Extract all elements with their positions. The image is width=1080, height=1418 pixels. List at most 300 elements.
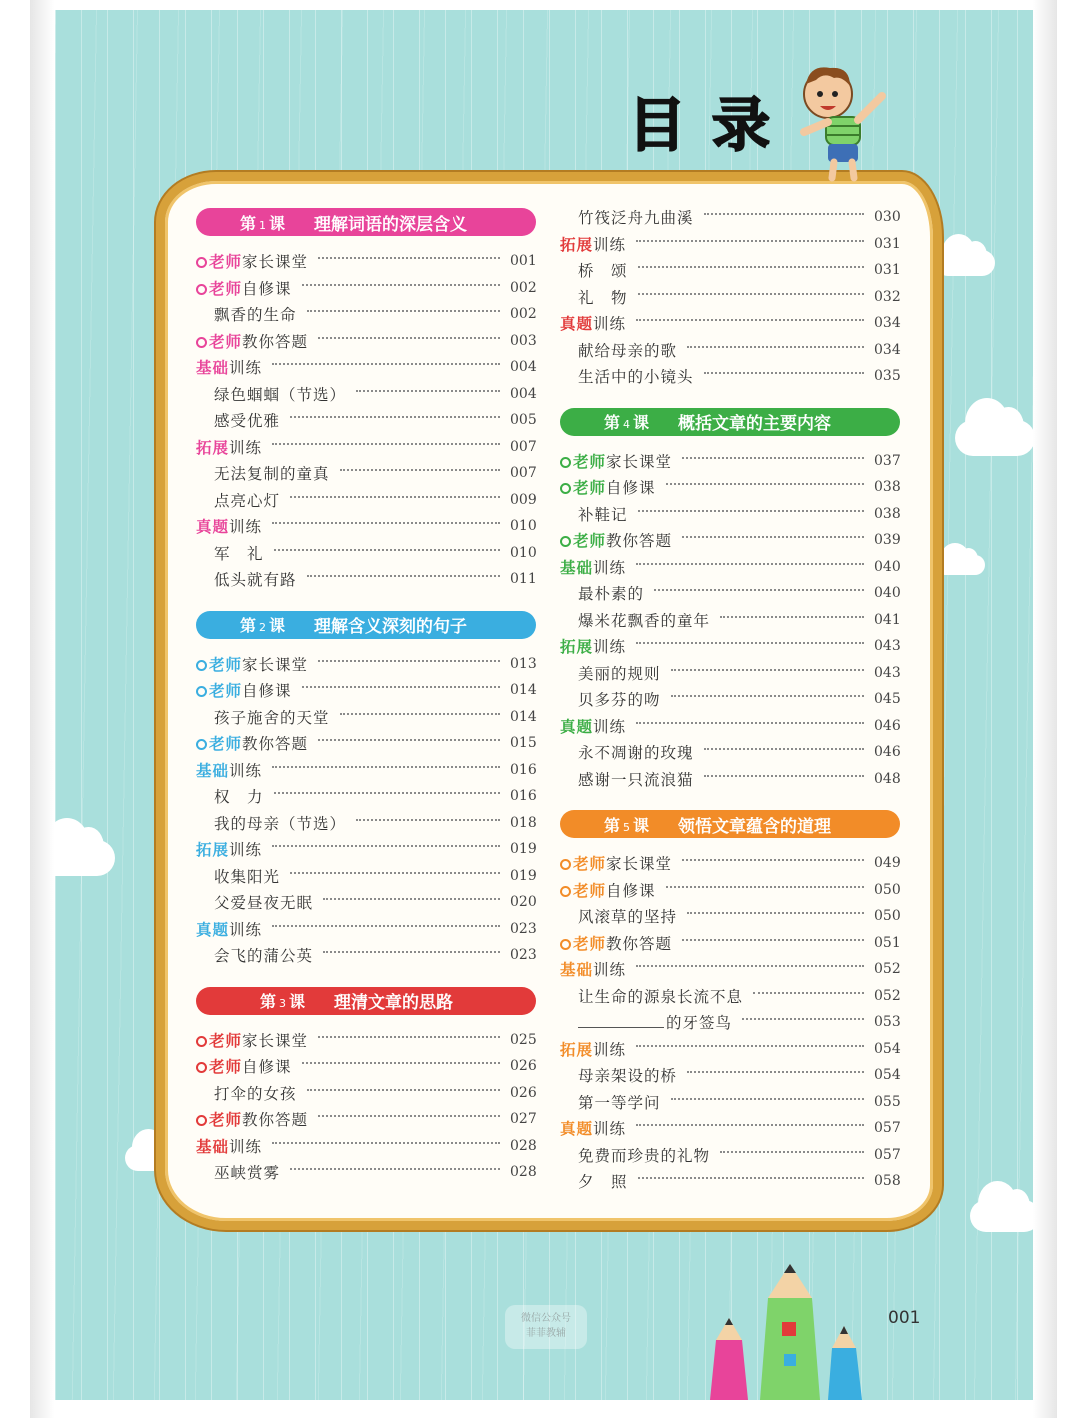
toc-section-row[interactable]: [196, 513, 536, 540]
toc-page-number: 054: [874, 1040, 901, 1057]
toc-article-row[interactable]: [196, 1080, 536, 1107]
leader-dots: [704, 775, 864, 777]
lesson-1-suffix: 课: [269, 213, 286, 233]
lesson-4-banner[interactable]: [560, 408, 900, 436]
toc-entry-rest: 家长课堂: [242, 655, 309, 674]
toc-left-column: [196, 208, 536, 1186]
toc-entry-label: [196, 436, 262, 458]
toc-entry-title: 夕 照: [578, 1173, 628, 1192]
toc-entry-label: [560, 879, 656, 901]
leader-dots: [318, 257, 500, 259]
magnifier-icon: [196, 686, 207, 697]
toc-entry-accent: 老师: [209, 1030, 243, 1050]
watermark-line-2: 菲菲教辅: [526, 1328, 566, 1339]
leader-dots: [356, 819, 500, 821]
toc-section-row[interactable]: [196, 1053, 536, 1080]
toc-page-number: 004: [510, 385, 537, 402]
toc-section-row[interactable]: [196, 275, 536, 302]
toc-entry-label: [560, 1038, 626, 1060]
toc-article-row[interactable]: [560, 903, 900, 930]
toc-entry-label: [196, 250, 308, 272]
toc-page-number: 046: [874, 744, 901, 761]
cloud-decoration: [935, 555, 985, 575]
toc-section-row[interactable]: [560, 527, 900, 554]
toc-section-row[interactable]: [560, 877, 900, 904]
toc-page-number: 055: [874, 1093, 901, 1110]
toc-entry-title: 风滚草的坚持: [578, 908, 678, 927]
toc-entry-title: 补鞋记: [578, 505, 628, 524]
toc-entry-accent: 真题: [560, 314, 594, 334]
toc-article-row[interactable]: [560, 739, 900, 766]
toc-entry-label: [560, 1091, 661, 1113]
toc-page-number: 031: [874, 235, 901, 252]
toc-section-row[interactable]: [196, 1133, 536, 1160]
toc-page-number: 015: [510, 735, 537, 752]
leader-dots: [636, 240, 864, 242]
leader-dots: [682, 939, 864, 941]
toc-article-row[interactable]: [560, 580, 900, 607]
toc-article-row[interactable]: [196, 863, 536, 890]
toc-article-row[interactable]: [196, 810, 536, 837]
toc-page-number: 057: [874, 1120, 901, 1137]
toc-section-row[interactable]: [560, 930, 900, 957]
toc-entry-rest: 教你答题: [242, 735, 309, 754]
toc-entry-rest: 家长课堂: [606, 855, 673, 874]
toc-page-number: 034: [874, 341, 901, 358]
leader-dots: [323, 951, 500, 953]
toc-section-row[interactable]: [196, 916, 536, 943]
toc-entry-label: [196, 489, 280, 511]
toc-section-row[interactable]: [196, 836, 536, 863]
toc-page-number: 058: [874, 1173, 901, 1190]
lesson-5-entries: [560, 850, 900, 1195]
watermark-line-1: 微信公众号: [521, 1313, 571, 1324]
leader-dots: [323, 898, 500, 900]
toc-entry-accent: 基础: [196, 1136, 230, 1156]
toc-article-row[interactable]: [196, 381, 536, 408]
toc-section-row[interactable]: [196, 1106, 536, 1133]
toc-article-row[interactable]: [560, 284, 900, 311]
leader-dots: [307, 310, 500, 312]
toc-section-row[interactable]: [560, 713, 900, 740]
toc-article-row[interactable]: [196, 704, 536, 731]
toc-page-number: 001: [510, 253, 537, 270]
toc-article-row[interactable]: [560, 257, 900, 284]
toc-section-row[interactable]: [196, 730, 536, 757]
leader-dots: [272, 845, 500, 847]
toc-entry-title: 礼 物: [578, 288, 628, 307]
toc-entry-title: 爆米花飘香的童年: [578, 611, 711, 630]
leader-dots: [290, 496, 500, 498]
toc-section-row[interactable]: [560, 231, 900, 258]
lesson-1-number: 1: [259, 218, 267, 232]
toc-article-row[interactable]: [560, 501, 900, 528]
toc-entry-label: [560, 529, 672, 551]
toc-page-number: 040: [874, 585, 901, 602]
leader-dots: [671, 1098, 864, 1100]
toc-article-row[interactable]: [196, 1159, 536, 1186]
toc-entry-label: [196, 1161, 280, 1183]
toc-entry-accent: 老师: [573, 854, 607, 874]
toc-page-number: 004: [510, 359, 537, 376]
toc-entry-label: [196, 891, 313, 913]
leader-dots: [687, 346, 864, 348]
toc-section-row[interactable]: [560, 633, 900, 660]
leader-dots: [318, 1036, 500, 1038]
leader-dots: [636, 965, 864, 967]
lesson-4-number: 4: [623, 418, 631, 431]
toc-article-row[interactable]: [196, 301, 536, 328]
toc-page-number: 027: [510, 1111, 537, 1128]
toc-entry-title: 低头就有路: [214, 571, 297, 590]
toc-article-row[interactable]: [196, 783, 536, 810]
lesson-2-title: 理解含义深刻的句子: [314, 617, 467, 637]
toc-page-number: 028: [510, 1164, 537, 1181]
toc-entry-label: [196, 679, 292, 701]
toc-entry-rest: 训练: [593, 717, 627, 736]
leader-dots: [318, 739, 500, 741]
toc-page-number: 051: [874, 934, 901, 951]
toc-entry-label: [560, 1064, 677, 1086]
toc-entry-label: [560, 768, 694, 790]
cloud-decoration: [955, 420, 1033, 456]
toc-entry-label: [560, 958, 626, 980]
toc-entry-rest: 训练: [229, 761, 263, 780]
toc-entry-label: [560, 635, 626, 657]
toc-page-number: 045: [874, 691, 901, 708]
toc-page-number: 037: [874, 452, 901, 469]
lesson-1-prefix: 第: [240, 213, 257, 233]
leader-dots: [720, 1151, 864, 1153]
toc-entry-rest: 训练: [229, 841, 263, 860]
leader-dots: [636, 722, 864, 724]
toc-entry-label: [560, 741, 694, 763]
toc-entry-accent: 老师: [209, 252, 243, 272]
toc-page-number: 026: [510, 1058, 537, 1075]
toc-article-row[interactable]: [560, 766, 900, 793]
toc-page-number: 050: [874, 908, 901, 925]
toc-entry-title: 会飞的蒲公英: [214, 947, 314, 966]
magnifier-icon: [196, 1036, 207, 1047]
toc-entry-accent: 老师: [573, 478, 607, 498]
magnifier-icon: [196, 284, 207, 295]
toc-page-number: 010: [510, 544, 537, 561]
toc-article-row[interactable]: [560, 1062, 900, 1089]
toc-article-row[interactable]: [560, 983, 900, 1010]
lesson-3-continued-entries: [560, 204, 900, 390]
toc-entry-rest: 训练: [593, 961, 627, 980]
toc-section-row[interactable]: [560, 850, 900, 877]
lesson-1-title: 理解词语的深层含义: [314, 214, 467, 235]
toc-entry-accent: 老师: [209, 331, 243, 351]
toc-section-row[interactable]: [560, 310, 900, 337]
toc-section-row[interactable]: [560, 956, 900, 983]
toc-section-row[interactable]: [196, 651, 536, 678]
leader-dots: [290, 872, 500, 874]
toc-page-number: 025: [510, 1031, 537, 1048]
toc-page-number: 034: [874, 315, 901, 332]
leader-dots: [682, 859, 864, 861]
toc-section-row[interactable]: [560, 1115, 900, 1142]
toc-entry-title: 桥 颂: [578, 262, 628, 281]
toc-section-row[interactable]: [560, 474, 900, 501]
toc-entry-label: [196, 653, 308, 675]
cloud-decoration: [935, 250, 995, 276]
toc-entry-label: [196, 812, 346, 834]
toc-article-row[interactable]: [196, 460, 536, 487]
lesson-4-suffix: 课: [633, 413, 650, 432]
leader-dots: [302, 284, 500, 286]
toc-entry-label: [560, 556, 626, 578]
toc-entry-title: 孩子施舍的天堂: [214, 708, 330, 727]
toc-entry-title: 让生命的源泉长流不息: [578, 987, 744, 1006]
toc-article-row[interactable]: [560, 607, 900, 634]
lesson-5-suffix: 课: [633, 815, 650, 835]
toc-article-row[interactable]: [560, 204, 900, 231]
toc-page-number: 010: [510, 518, 537, 535]
toc-page-number: 053: [874, 1014, 901, 1031]
toc-entry-title: 感受优雅: [214, 412, 281, 431]
toc-article-row[interactable]: [560, 686, 900, 713]
toc-entry-rest: 自修课: [606, 479, 656, 498]
toc-entry-accent: 老师: [573, 451, 607, 471]
toc-section-row[interactable]: [196, 354, 536, 381]
leader-dots: [682, 536, 864, 538]
lesson-2-banner[interactable]: [196, 611, 536, 639]
toc-page-number: 028: [510, 1137, 537, 1154]
toc-entry-accent: 拓展: [560, 234, 594, 254]
toc-section-row[interactable]: [560, 1036, 900, 1063]
toc-article-row[interactable]: [196, 407, 536, 434]
lesson-1-banner[interactable]: [196, 208, 536, 236]
leader-dots: [302, 686, 500, 688]
toc-page-number: 035: [874, 368, 901, 385]
page-title: 目录: [628, 91, 797, 159]
toc-entry-rest: 自修课: [242, 682, 292, 701]
toc-entry-rest: 家长课堂: [242, 1031, 309, 1050]
cloud-decoration: [970, 1200, 1033, 1232]
lesson-2-suffix: 课: [269, 616, 286, 635]
cloud-decoration: [55, 840, 115, 876]
toc-entry-title: 最朴素的: [578, 585, 645, 604]
toc-article-row[interactable]: [560, 1089, 900, 1116]
lesson-3-prefix: 第: [260, 992, 277, 1011]
lesson-3-entries: [196, 1027, 536, 1186]
toc-page-number: 048: [874, 770, 901, 787]
leader-dots: [704, 748, 864, 750]
leader-dots: [687, 912, 864, 914]
toc-entry-label: [560, 662, 661, 684]
leader-dots: [671, 695, 864, 697]
leader-dots: [318, 1115, 500, 1117]
toc-entry-rest: 训练: [593, 558, 627, 577]
toc-entry-label: [196, 277, 292, 299]
leader-dots: [340, 713, 500, 715]
toc-entry-rest: 教你答题: [242, 1111, 309, 1130]
toc-entry-accent: 老师: [209, 1057, 243, 1077]
toc-page-number: 030: [874, 209, 901, 226]
toc-entry-title: 感谢一只流浪猫: [578, 770, 694, 789]
toc-entry-accent: 真题: [196, 517, 230, 537]
lesson-3-title: 理清文章的思路: [334, 993, 453, 1013]
toc-entry-rest: 家长课堂: [242, 253, 309, 272]
toc-entry-label: [560, 609, 710, 631]
toc-entry-rest: 自修课: [606, 881, 656, 900]
toc-page-number: 023: [510, 947, 537, 964]
toc-page-number: 014: [510, 708, 537, 725]
toc-page-number: 003: [510, 332, 537, 349]
lesson-5-prefix: 第: [604, 815, 621, 835]
toc-entry-accent: 拓展: [560, 1039, 594, 1059]
magnifier-icon: [560, 536, 571, 547]
toc-entry-label: [560, 985, 743, 1007]
toc-entry-rest: 训练: [593, 1040, 627, 1059]
toc-page-number: 016: [510, 761, 537, 778]
toc-entry-label: [196, 918, 262, 940]
leader-dots: [272, 363, 500, 365]
toc-entry-title: 竹筏泛舟九曲溪: [578, 209, 694, 228]
toc-entry-accent: 拓展: [196, 437, 230, 457]
toc-article-row[interactable]: [196, 540, 536, 567]
toc-section-row[interactable]: [196, 248, 536, 275]
lesson-1-entries: [196, 248, 536, 593]
leader-dots: [274, 792, 500, 794]
lesson-4-entries: [560, 448, 900, 793]
leader-dots: [636, 1124, 864, 1126]
leader-dots: [272, 1142, 500, 1144]
leader-dots: [636, 642, 864, 644]
toc-entry-label: [560, 339, 677, 361]
leader-dots: [636, 1045, 864, 1047]
leader-dots: [318, 337, 500, 339]
toc-entry-accent: 基础: [560, 960, 594, 980]
toc-entry-title: 无法复制的童真: [214, 465, 330, 484]
toc-entry-rest: 训练: [593, 638, 627, 657]
toc-article-row[interactable]: [560, 1142, 900, 1169]
toc-entry-rest: 训练: [593, 315, 627, 334]
toc-page-number: 014: [510, 682, 537, 699]
toc-entry-accent: 真题: [560, 1119, 594, 1139]
toc-page-number: 023: [510, 920, 537, 937]
toc-article-row[interactable]: [560, 660, 900, 687]
toc-entry-label: [196, 759, 262, 781]
toc-entry-label: [560, 233, 626, 255]
toc-page-number: 052: [874, 961, 901, 978]
toc-entry-accent: 拓展: [560, 637, 594, 657]
toc-entry-rest: 训练: [229, 518, 263, 537]
toc-article-row[interactable]: [196, 487, 536, 514]
toc-entry-label: [196, 356, 262, 378]
toc-article-row[interactable]: [560, 1009, 900, 1036]
toc-entry-label: [560, 206, 694, 228]
toc-page-number: 007: [510, 438, 537, 455]
toc-entry-label: [196, 462, 330, 484]
lesson-4-title: 概括文章的主要内容: [678, 414, 831, 434]
toc-entry-label: [196, 383, 346, 405]
toc-page-number: 046: [874, 717, 901, 734]
toc-section-row[interactable]: [196, 434, 536, 461]
toc-entry-label: [560, 1011, 732, 1033]
toc-page-number: 052: [874, 987, 901, 1004]
toc-entry-accent: 老师: [573, 531, 607, 551]
toc-page-number: 038: [874, 505, 901, 522]
toc-entry-accent: 老师: [209, 734, 243, 754]
leader-dots: [682, 457, 864, 459]
toc-entry-rest: 训练: [229, 920, 263, 939]
toc-entry-title: 生活中的小镜头: [578, 368, 694, 387]
leader-dots: [671, 669, 864, 671]
toc-entry-label: [560, 503, 628, 525]
toc-entry-title: 打伞的女孩: [214, 1084, 297, 1103]
toc-page-number: 050: [874, 881, 901, 898]
toc-entry-label: [196, 706, 330, 728]
toc-entry-label: [560, 476, 656, 498]
lesson-5-number: 5: [623, 820, 631, 834]
leader-dots: [302, 1062, 500, 1064]
leader-dots: [307, 575, 500, 577]
toc-section-row[interactable]: [196, 757, 536, 784]
toc-entry-label: [196, 1082, 297, 1104]
toc-article-row[interactable]: [196, 889, 536, 916]
toc-entry-label: [196, 568, 297, 590]
toc-entry-rest: 家长课堂: [606, 452, 673, 471]
toc-entry-label: [560, 259, 628, 281]
toc-entry-label: [196, 865, 280, 887]
toc-entry-label: [196, 944, 313, 966]
lesson-3-banner[interactable]: [196, 987, 536, 1015]
toc-article-row[interactable]: [560, 363, 900, 390]
toc-section-row[interactable]: [560, 554, 900, 581]
toc-article-row[interactable]: [196, 942, 536, 969]
toc-entry-title: 权 力: [214, 788, 264, 807]
toc-entry-accent: 基础: [196, 358, 230, 378]
toc-entry-label: [560, 688, 661, 710]
toc-entry-accent: 老师: [209, 681, 243, 701]
toc-section-row[interactable]: [196, 1027, 536, 1054]
toc-entry-rest: 教你答题: [606, 934, 673, 953]
leader-dots: [272, 522, 500, 524]
toc-section-row[interactable]: [560, 448, 900, 475]
toc-entry-accent: 老师: [209, 654, 243, 674]
toc-entry-label: [560, 286, 628, 308]
toc-section-row[interactable]: [196, 677, 536, 704]
toc-article-row[interactable]: [196, 566, 536, 593]
leader-dots: [638, 1177, 864, 1179]
toc-entry-label: [196, 303, 297, 325]
toc-entry-rest: 训练: [593, 235, 627, 254]
toc-entry-label: [196, 330, 308, 352]
toc-entry-label: [196, 732, 308, 754]
toc-section-row[interactable]: [196, 328, 536, 355]
toc-entry-title: 贝多芬的吻: [578, 691, 661, 710]
toc-page-number: 039: [874, 532, 901, 549]
toc-entry-accent: 基础: [196, 760, 230, 780]
magnifier-icon: [196, 739, 207, 750]
toc-entry-rest: 教你答题: [242, 332, 309, 351]
toc-page-number: 019: [510, 867, 537, 884]
toc-entry-title: 第一等学问: [578, 1093, 661, 1112]
leader-dots: [307, 1089, 500, 1091]
toc-entry-accent: 基础: [560, 557, 594, 577]
lesson-5-banner[interactable]: [560, 810, 900, 838]
leader-dots: [704, 372, 864, 374]
toc-article-row[interactable]: [560, 1168, 900, 1195]
leader-dots: [636, 319, 864, 321]
magnifier-icon: [196, 1062, 207, 1073]
toc-article-row[interactable]: [560, 337, 900, 364]
toc-entry-rest: 训练: [229, 359, 263, 378]
toc-entry-rest: 训练: [593, 1120, 627, 1139]
